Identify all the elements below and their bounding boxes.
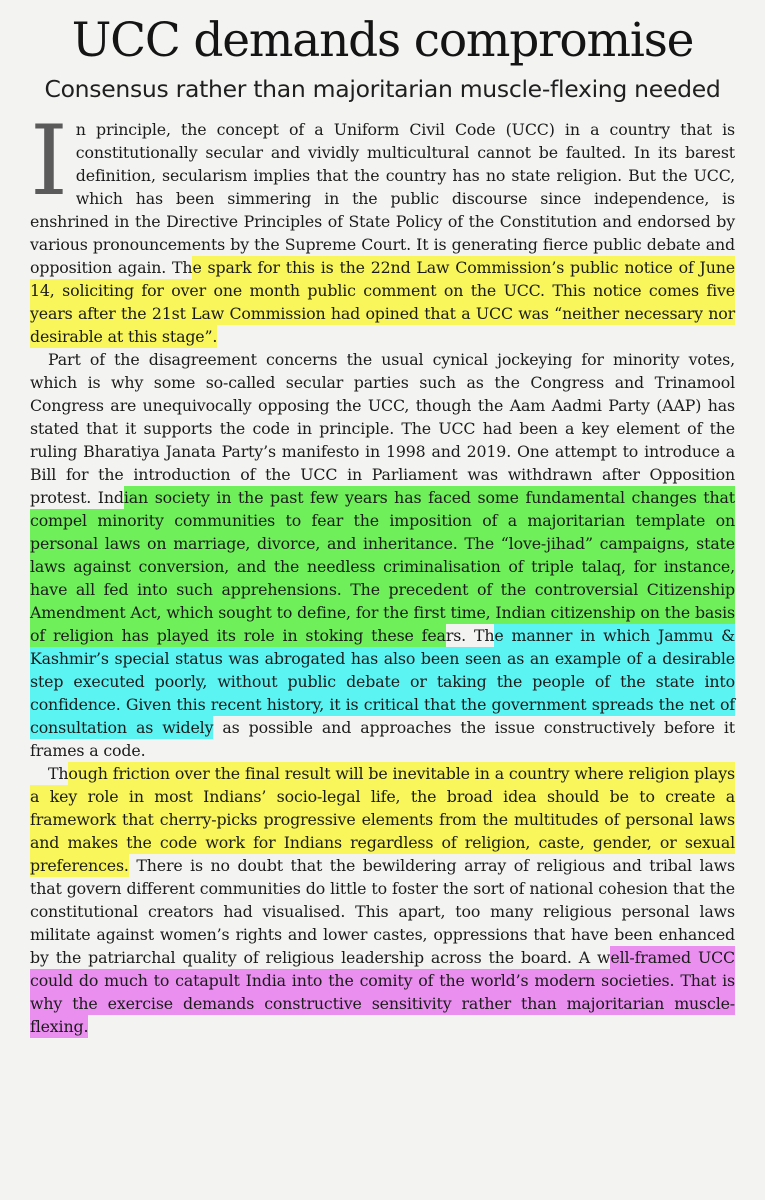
paragraph-1-text: n principle, the concept of a Uniform Civil Code (UCC) in a country that is constitutionally secular and vividly multicultural cannot be faulted. In its barest definition, secularism implies that the country has no state religion. But the UCC, which has been simmering in the public discourse since independence, is enshrined in the Directive Principles of State Policy of the Constitution and endorsed by various pronouncements by the Supreme Court. It is generating fierce public debate and opposition again. Th [30,120,735,277]
paragraph-3-text-b: There is no doubt that the bewildering array of religious and tribal laws that govern different communities do little to foster the sort of national cohesion that the constitutional creators had visualised. This apart, too many religious personal laws militate against women’s rights and lower castes, oppressions that have been enhanced by the patriarchal quality of religious leadership across the board. A w [30,856,735,967]
paragraph-2-text-a: Part of the disagreement concerns the usual cynical jockeying for minority votes, which is why some so-called secular parties such as the Congress and Trinamool Congress are unequivocally opposing the UCC, though the Aam Aadmi Party (AAP) has stated that it supports the code in principle. The UCC had been a key element of the ruling Bharatiya Janata Party’s manifesto in 1998 and 2019. One attempt to introduce a Bill for the introduction of the UCC in Parliament was withdrawn after Opposition protest. Ind [30,350,735,507]
highlight-cyan: e manner in which Jammu & Kashmir’s special status was abrogated has also been seen as an example of a desirable step executed poorly, without public debate or taking the people of the state into confidence. Given this recent history, it is critical that the government spreads the net of consultation as widely [30,626,735,737]
highlight-yellow-2: ough friction over the final result will be inevitable in a country where religion plays a key role in most Indians’ socio-legal life, the broad idea should be to create a framework that cherry-picks progressive elements from the multitudes of personal laws and makes the code work for Indians regardless of religion, caste, gender, or sexual preferences. [30,764,735,875]
highlight-yellow-1: e spark for this is the 22nd Law Commission’s public notice of June 14, soliciting for over one month public comment on the UCC. This notice comes five years after the 21st Law Commission had opined that a UCC was “neither necessary nor desirable at this stage”. [30,258,735,346]
paragraph-2-text-c: as possible and approaches the issue constructively before it frames a code. [30,718,735,760]
subheadline: Consensus rather than majoritarian muscle-flexing needed [44,75,721,103]
highlight-pink: ell-framed UCC could do much to catapult India into the comity of the world’s modern societies. That is why the exercise demands constructive sensitivity rather than majoritarian muscle-flexing. [30,948,735,1036]
paragraph-2-text-b: rs. Th [445,626,495,645]
paragraph-3 [30,762,735,1038]
headline: UCC demands compromise [71,13,694,68]
paragraph-2 [30,348,735,762]
paragraph-1 [30,105,735,348]
drop-cap: I [30,105,68,217]
article-body [30,105,735,1038]
highlight-green: ian society in the past few years has faced some fundamental changes that compel minority communities to fear the imposition of a majoritarian template on personal laws on marriage, divorce, and inheritance. The “love-jihad” campaigns, state laws against conversion, and the needless criminalisation of triple talaq, for instance, have all fed into such apprehensions. The precedent of the controversial Citizenship Amendment Act, which sought to define, for the first time, Indian citizenship on the basis of religion has played its role in stoking these fea [30,488,735,645]
paragraph-3-text-a: Th [48,764,69,783]
